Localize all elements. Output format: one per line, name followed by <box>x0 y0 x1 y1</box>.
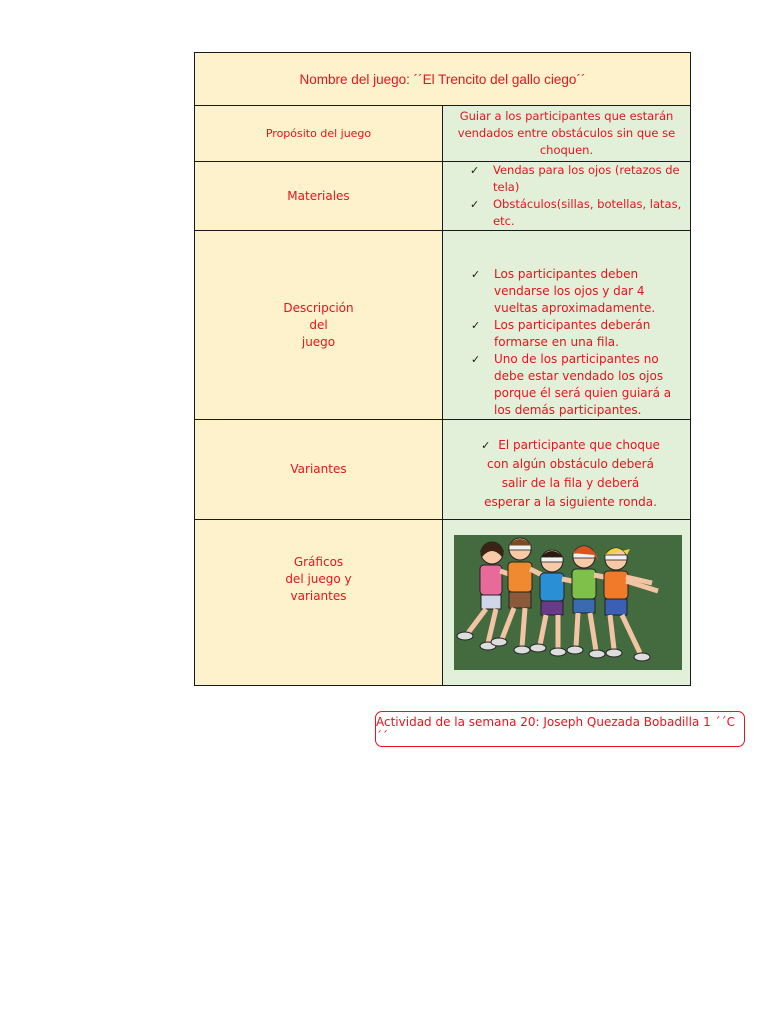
title-row <box>195 53 691 106</box>
variants-content <box>443 420 691 520</box>
checkmark-icon: ✓ <box>481 439 491 452</box>
list-item: ✓ Vendas para los ojos (retazos de tela) <box>470 163 680 194</box>
illustration-svg <box>454 535 682 670</box>
variants-row <box>195 420 691 520</box>
children-blindfolded-train-illustration <box>454 535 682 670</box>
game-title: Nombre del juego: ´´El Trencito del gallo ciego´´ <box>195 53 691 106</box>
variants-paragraph: ✓ El participante que choque con algún obstáculo deberá salir de la fila y deberá esperar a la siguiente ronda. <box>481 438 660 509</box>
graphics-label: Gráficos del juego y variantes <box>195 520 443 686</box>
picture-wrap <box>443 535 690 670</box>
purpose-text: Guiar a los participantes que estarán vendados entre obstáculos sin que se choquen. <box>443 106 691 162</box>
description-label: Descripción del juego <box>195 231 443 420</box>
list-item: ✓ Uno de los participantes no debe estar vendado los ojos porque él será quien guiará a los demás participantes. <box>471 352 672 417</box>
description-list <box>443 266 690 419</box>
materials-label: Materiales <box>195 162 443 231</box>
purpose-row <box>195 106 691 162</box>
game-table <box>194 52 691 686</box>
purpose-label: Propósito del juego <box>195 106 443 162</box>
checkmark-icon: ✓ <box>471 353 481 366</box>
list-item: ✓ Los participantes deben vendarse los ojos y dar 4 vueltas aproximadamente. <box>471 267 656 315</box>
materials-list <box>443 162 690 230</box>
materials-content <box>443 162 691 231</box>
checkmark-icon: ✓ <box>471 319 481 332</box>
variants-label: Variantes <box>195 420 443 520</box>
description-content <box>443 231 691 420</box>
checkmark-icon: ✓ <box>471 268 481 281</box>
materials-row <box>195 162 691 231</box>
description-row <box>195 231 691 420</box>
graphics-content <box>443 520 691 686</box>
checkmark-icon: ✓ <box>470 198 480 211</box>
activity-footer-box: Actividad de la semana 20: Joseph Quezada Bobadilla 1 ´´C´´ <box>375 711 745 747</box>
list-item: ✓ Obstáculos(sillas, botellas, latas, etc. <box>470 197 682 228</box>
list-item: ✓ Los participantes deberán formarse en una fila. <box>471 318 651 349</box>
graphics-row <box>195 520 691 686</box>
checkmark-icon: ✓ <box>470 164 480 177</box>
